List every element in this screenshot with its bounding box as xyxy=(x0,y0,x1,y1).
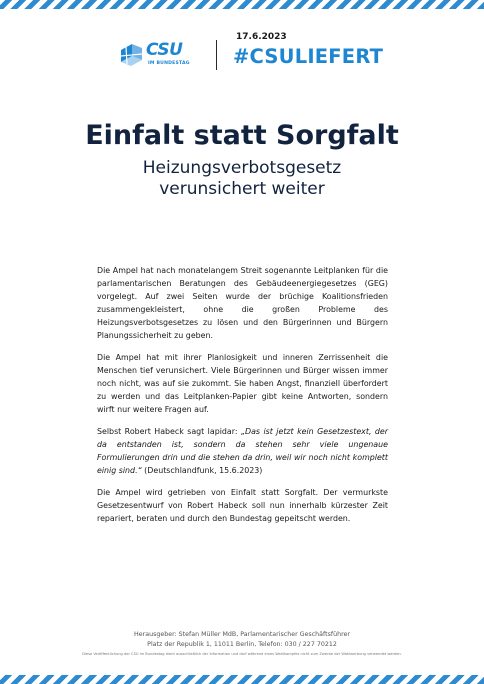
publisher-line: Herausgeber: Stefan Müller MdB, Parlamentarischer Geschäftsführer xyxy=(134,631,350,638)
quote-source: (Deutschlandfunk, 15.6.2023) xyxy=(141,466,263,475)
bottom-stripe-border xyxy=(0,675,484,684)
address-line: Platz der Republik 1, 11011 Berlin, Telefon: 030 / 227 70212 xyxy=(147,640,337,648)
paragraph-3 xyxy=(97,425,388,477)
lion-flag-icon xyxy=(118,42,144,68)
party-subtitle: IM BUNDESTAG xyxy=(148,61,190,66)
csu-logo xyxy=(118,40,208,70)
article-body xyxy=(97,264,388,534)
subtitle-line-1: Heizungsverbotsgesetz xyxy=(142,158,342,178)
publication-date: 17.6.2023 xyxy=(236,32,287,42)
disclaimer: Diese Veröffentlichung der CSU im Bundestag dient ausschließlich der Information und darf während eines Wahlkampfes nicht zum Zwecke der Wahlwerbung verwendet werden. xyxy=(82,652,402,656)
campaign-hashtag: #CSULIEFERT xyxy=(233,45,384,68)
top-stripe-border xyxy=(0,0,484,9)
paragraph-4: Die Ampel wird getrieben von Einfalt statt Sorgfalt. Der vermurkste Gesetzesentwurf von Robert Habeck soll nun innerhalb kürzester Zeit repariert, beraten und durch den Bundestag gepeitscht werden. xyxy=(97,488,388,523)
page-title: Einfalt statt Sorgfalt xyxy=(85,120,399,151)
party-name: CSU xyxy=(146,40,183,60)
quote-intro: Selbst Robert Habeck sagt lapidar: xyxy=(97,427,241,436)
habeck-quote: „Das ist jetzt kein Gesetzestext, der da entstanden ist, sondern da stehen sehr viele ungenaue Formulierungen drin und die stehen da drin, weil wir noch nicht komplett einig sind.“ xyxy=(97,427,388,475)
header-divider xyxy=(216,40,217,70)
paragraph-1: Die Ampel hat nach monatelangem Streit sogenannte Leitplanken für die parlamentarischen Beratungen des Gebäudeenergiegesetzes (GEG) vorgelegt. Auf zwei Seiten wurde der brüchige Koalitionsfrieden zusammengekleistert, ohne die großen Probleme des Heizungsverbotsgesetzes zu lösen und den Bürgerinnen und Bürgern Planungssicherheit zu geben. xyxy=(97,266,388,340)
page-subtitle xyxy=(0,158,484,200)
footer xyxy=(0,630,484,657)
subtitle-line-2: verunsichert weiter xyxy=(159,179,325,199)
paragraph-2: Die Ampel hat mit ihrer Planlosigkeit und inneren Zerrissenheit die Menschen tief verunsichert. Viele Bürgerinnen und Bürger wissen immer noch nicht, was auf sie zukommt. Sie haben Angst, finanziell überfordert zu werden und das Leitplanken-Papier gibt keine Antworten, sondern wirft nur weitere Fragen auf. xyxy=(97,353,388,414)
header xyxy=(0,32,484,76)
